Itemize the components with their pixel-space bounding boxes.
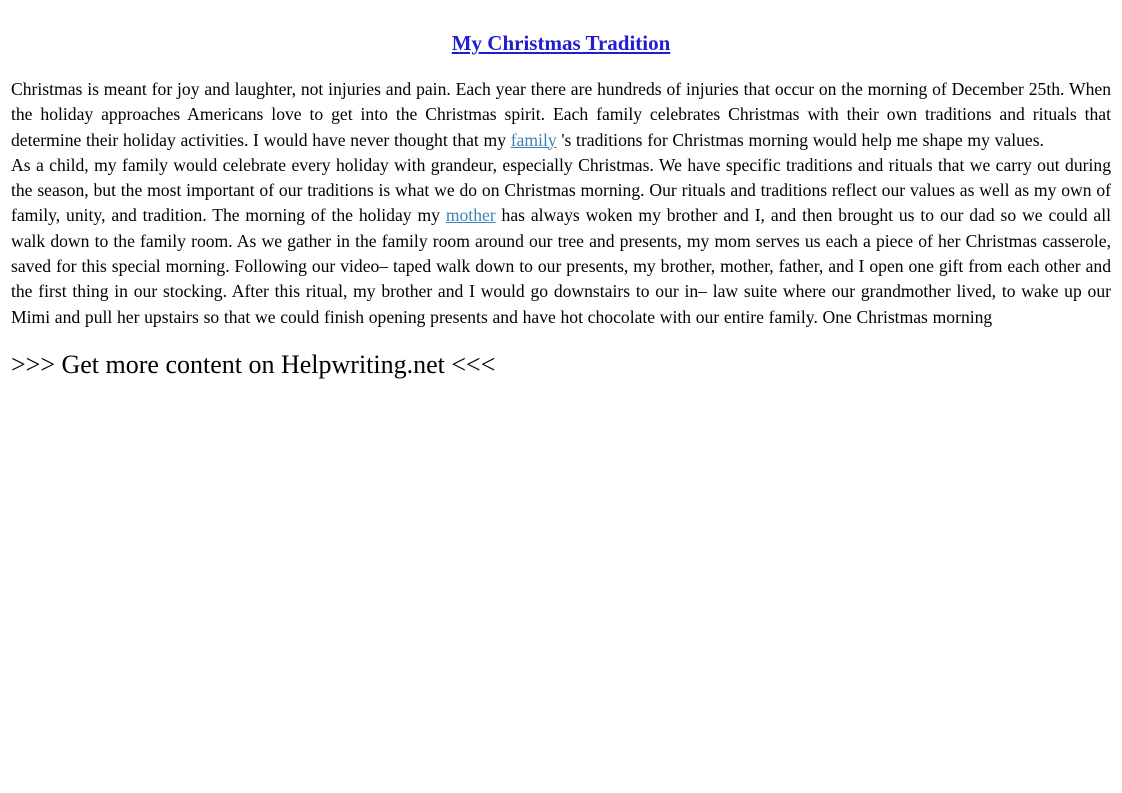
mother-link[interactable]: mother xyxy=(445,205,496,226)
title-container xyxy=(11,31,1111,57)
paragraph-1 xyxy=(11,77,1111,153)
paragraph-2 xyxy=(11,153,1111,330)
paragraph-1-text-start: Christmas is meant for joy and laughter, not injuries and pain. Each year there are hundreds of injuries that occur on the morning of December 25th. When the holiday approaches Americans love to get into the Christmas spirit. Each family celebrates Christmas with their own traditions and rituals that determine their holiday activities. I would have never thought that my xyxy=(11,79,1111,150)
family-link[interactable]: family xyxy=(510,129,557,150)
paragraph-2-text-start: As a child, my family would celebrate every holiday with grandeur, especially Christmas. We have specific traditions and rituals that we carry out during the season, but the most important of our traditions is what we do on Christmas morning. Our rituals and traditions reflect our values as well as my own of family, unity, and tradition. The morning of the holiday my xyxy=(11,154,1111,226)
helpwriting-cta: >>> Get more content on Helpwriting.net <<< xyxy=(11,349,496,379)
document-page xyxy=(11,0,1111,382)
paragraph-1-text-end: 's traditions for Christmas morning would help me shape my values. xyxy=(556,129,1044,150)
paragraph-2-text-end: has always woken my brother and I, and then brought us to our dad so we could all walk down to the family room. As we gather in the family room around our tree and presents, my mom serves us each a piece of her Christmas casserole, saved for this special morning. Following our video– taped walk down to our presents, my brother, mother, father, and I open one gift from each other and the first thing in our stocking. After this ritual, my brother and I would go downstairs to our in– law suite where our grandmother lived, to wake up our Mimi and pull her upstairs so that we could finish opening presents and have hot chocolate with our entire family. One Christmas morning xyxy=(11,205,1112,327)
page-title-link[interactable]: My Christmas Tradition xyxy=(451,31,671,55)
